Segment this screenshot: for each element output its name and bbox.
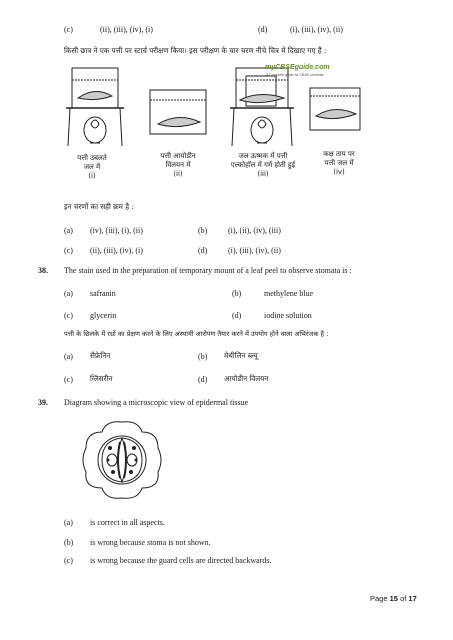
starch-test-figure [60, 62, 370, 192]
option-text: iodine solution [264, 311, 312, 320]
question-text: Diagram showing a microscopic view of epidermal tissue [64, 398, 249, 407]
hindi-question-text: किसी छात्र ने एक पत्ती पर स्टार्च परीक्षण किया। इस परीक्षण के चार चरण नीचे चित्र में दिखाए गए हैं : [64, 46, 327, 55]
option-text: (ii), (iii), (iv), (i) [90, 246, 143, 255]
hindi-question-text: पत्ती के छिलके में रंध्रों का प्रेक्षण करने के लिए अस्थायी आरोपण तैयार करने में उपयोग होने वाला अभिरंजक है : [64, 330, 329, 338]
question-number: 39. [38, 398, 48, 407]
option-label: (b) [232, 289, 242, 298]
option-text: is correct in all aspects. [90, 518, 165, 527]
figure-caption-i: पत्ती उबलते जल में (i) [77, 154, 107, 180]
option-text: आयोडीन विलयन [224, 374, 269, 383]
option-label: (b) [198, 352, 208, 361]
option-text: safranin [90, 289, 116, 298]
stoma-drawing [80, 418, 164, 502]
option-text: (iv), (iii), (i), (ii) [90, 226, 143, 235]
watermark-logo: myCBSEguide.com [265, 64, 330, 71]
option-label: (d) [232, 311, 242, 320]
option-label: (c) [64, 25, 73, 34]
option-label: (c) [64, 311, 73, 320]
option-text: (i), (iii), (iv), (ii) [228, 246, 281, 255]
option-text: is wrong because the guard cells are directed backwards. [90, 556, 272, 565]
option-text: glycerin [90, 311, 117, 320]
option-label: (a) [64, 352, 73, 361]
option-label: (d) [198, 246, 208, 255]
option-label: (d) [258, 25, 268, 34]
figure-caption-ii: पत्ती आयोडीन विलयन में (ii) [160, 152, 196, 178]
figure-caption-iv: कक्ष ताप पर पत्ती जल में (iv) [323, 150, 355, 176]
option-text: (ii), (iii), (iv), (i) [100, 25, 153, 34]
hindi-order-prompt: इन चरणों का सही क्रम है : [64, 202, 134, 211]
option-label: (c) [64, 556, 73, 565]
question-text: The stain used in the preparation of temporary mount of a leaf peel to observe stomata is : [64, 266, 352, 275]
epidermal-tissue-diagram [80, 418, 164, 502]
watermark-tagline: A Complete guide for CBSE students [266, 73, 324, 77]
option-label: (a) [64, 226, 73, 235]
option-label: (a) [64, 289, 73, 298]
option-text: ग्लिसरीन [90, 374, 113, 383]
option-label: (b) [64, 538, 74, 547]
figure-caption-iii: जल ऊष्मक में पत्ती एल्कोहॉल में गर्म होती हुई (iii) [230, 152, 296, 178]
option-text: सैफ्रेनिन [90, 351, 111, 360]
option-text: is wrong because stoma is not shown. [90, 538, 211, 547]
option-text: (i), (iii), (iv), (ii) [290, 25, 343, 34]
option-label: (a) [64, 518, 73, 527]
option-label: (b) [198, 226, 208, 235]
option-text: methylene blue [264, 289, 314, 298]
option-label: (c) [64, 375, 73, 384]
option-text: (i), (ii), (iv), (iii) [228, 226, 281, 235]
option-label: (c) [64, 246, 73, 255]
page-number: Page 15 of 17 [370, 594, 417, 603]
option-label: (d) [198, 375, 208, 384]
option-text: मेथीलिन ब्ल्यू [224, 351, 258, 360]
question-number: 38. [38, 266, 48, 275]
